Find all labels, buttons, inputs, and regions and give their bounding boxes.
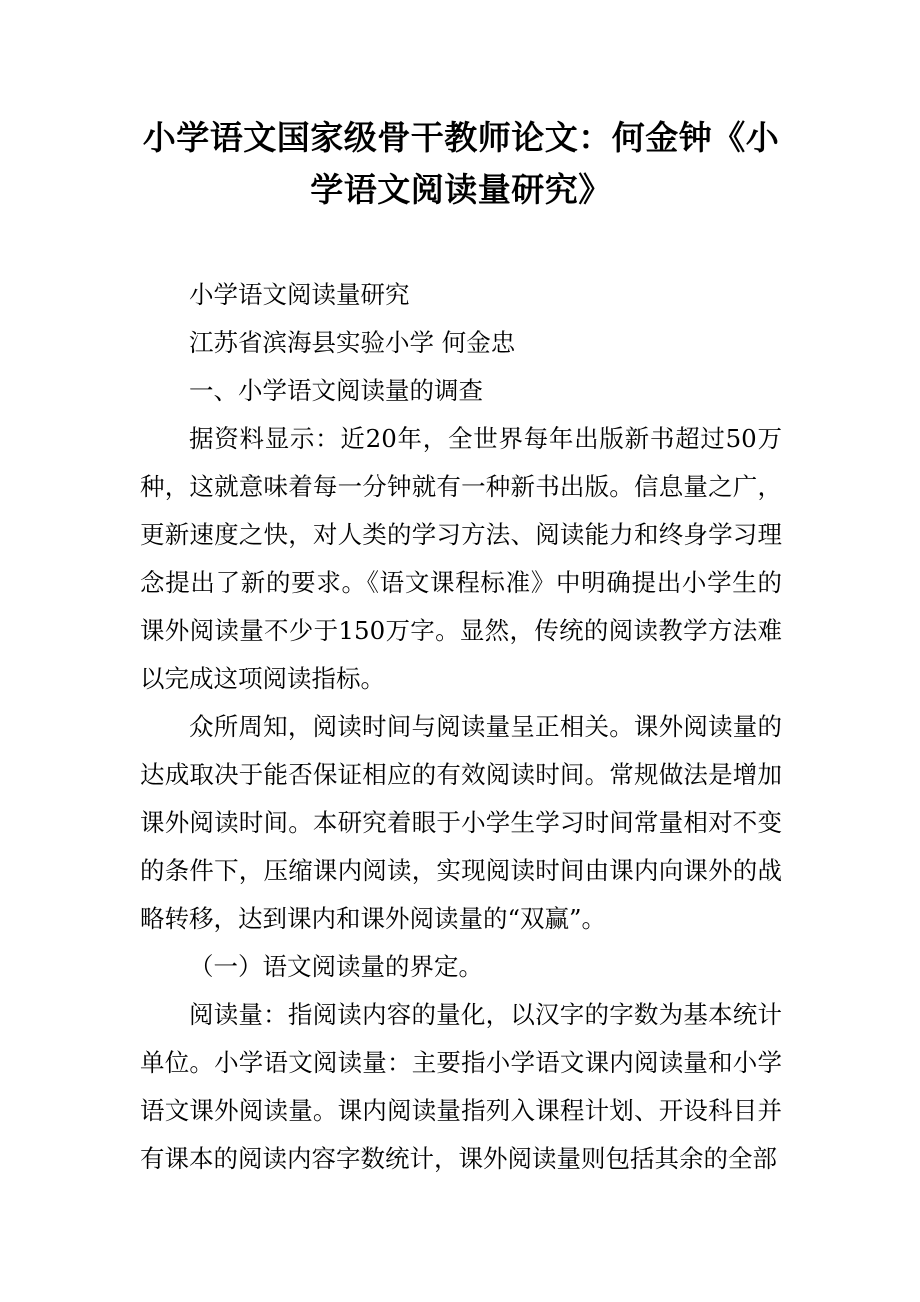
body-paragraph: 阅读量：指阅读内容的量化，以汉字的字数为基本统计单位。小学语文阅读量：主要指小学语文课内阅读量和小学语文课外阅读量。课内阅读量指列入课程计划、开设科目并有课本的阅读内容字数统计，课外阅读量则包括其余的全部 [140,1000,782,1173]
author-line: 江苏省滨海县实验小学 何金忠 [189,328,516,357]
body-paragraph: 据资料显示：近20年，全世界每年出版新书超过50万种，这就意味着每一分钟就有一种新书出版。信息量之广，更新速度之快，对人类的学习方法、阅读能力和终身学习理念提出了新的要求。《语文课程标准》中明确提出小学生的课外阅读量不少于150万字。显然，传统的阅读教学方法难以完成这项阅读指标。 [140,424,782,693]
subsection-heading: （一）语文阅读量的界定。 [189,952,483,981]
section-heading: 一、小学语文阅读量的调查 [189,376,483,405]
document-title: 小学语文国家级骨干教师论文：何金钟《小学语文阅读量研究》 [142,118,780,209]
document-body [140,271,782,1183]
body-paragraph: 众所周知，阅读时间与阅读量呈正相关。课外阅读量的达成取决于能否保证相应的有效阅读时间。常规做法是增加课外阅读时间。本研究着眼于小学生学习时间常量相对不变的条件下，压缩课内阅读，实现阅读时间由课内向课外的战略转移，达到课内和课外阅读量的“双赢”。 [140,712,782,933]
paper-title-line: 小学语文阅读量研究 [189,280,410,309]
